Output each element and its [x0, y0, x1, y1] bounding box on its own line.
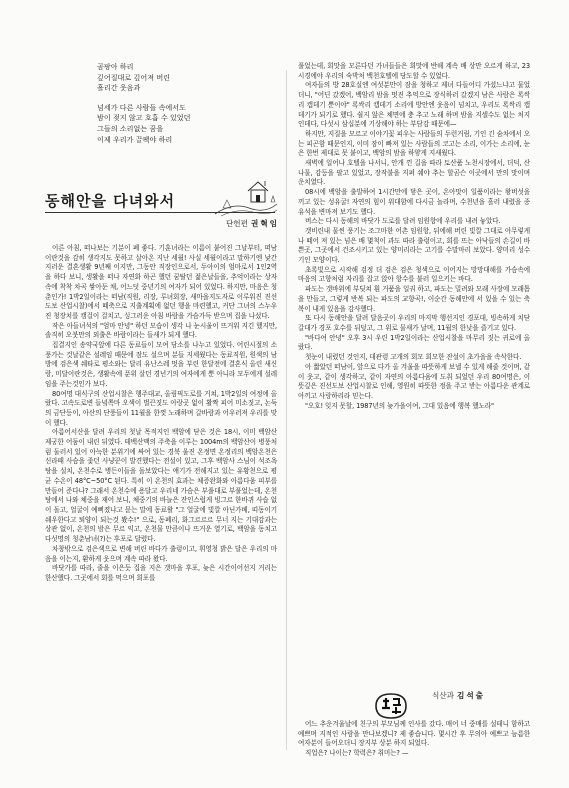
poem-line: 그들의 소리없는 꿈을: [97, 123, 164, 133]
paragraph: "오호! 잊지 못할, 1987년의 늦가을이여, 그대 있음에 행복 했노라": [305, 401, 494, 410]
poem-stanza: [97, 103, 272, 145]
paragraph: 파도는 갯바위에 부딪쳐 흰 거품을 일궈 하고, 파도는 밀려와 모래 사장에 모래톱을 만들고, 그렇게 반복 되는 파도의 교향곡!, 이순간 동해안에 서 있을 수 있는 축복이 내게 있음을 감사했다.: [298, 285, 530, 313]
paragraph: 바닷가를 따라, 줄을 이은듯 집을 지은 갯마을 후포, 늦은 시간이어선지 거리는 한산했다. 그곳에서 회를 먹으며 회포를: [45, 564, 277, 582]
author-role: 단헌편: [225, 219, 248, 228]
paragraph: 이른 아침, 떠나보는 기분이 폐 좋다. 기훈녀라는 이름이 붙어진 그날부터, 떠남이란것을 감히 생각지도 못하고 살아온 지난 세월! 사실 세월이라고 말하기엔 낯간지러운 결혼생활 9년째 이지만, 그동안 직장인으로서, 두아이의 엄마로서 1인2역을 하다 보니, 생활을 떠나 자연화 하곤 했던 꿈탈던 젊은날들을, 추억이라는 상자속에 착착 차곡 쌓아둔 채, 어느덧 중년기의 여자가 되어 있었다. 하지만, 마음은 청춘인가! 1박2일이라는 떠남(직원, 리장, 루녀회장, 새마을지도자로 이루워진 진선도보 산업시찰)에서 떼축으로 지출계획에 없던 행을 마련했고, 커단 그녀의 스누우진 청장치를 캠걸이 걸치고, 싱그러운 아침 바람을 가슴가득 받으며 집을 나섰다.: [45, 244, 277, 320]
poem: [97, 62, 272, 154]
paragraph: 아름어서산을 달려 우리의 첫날 목적지인 백암에 닫은 것은 18시, 이미 백암산 제궁한 어둠이 내린 뒤였다. 테백산맥의 주축을 이루는 1004m의 백암산이 병풍처럼 둘러서 있어 아늑한 분위기에 싸여 있는 경북 울진 온정면 온정리의 백암온천은 신라때 사슴을 좇던 사냥꾼이 발견했다는 전설이 있고, 그후 백암사 스님이 석조욕탕을 설치, 온천수로 병든이들을 돌보았다는 얘기가 전해지고 있는 유황천으로 평균 수온이 48°C~50°C 된다. 특히 이 온천의 효과는 체증완화와 아름다움 피부를 만들어 준다나? 그래서 온천수에 용달고 우리네 가슴은 부풀대로 부풀었는데, 온천탕에서 나와 체중을 재어 보니, 체중기의 바늘은 잔인스럽게 빙그르 한바퀴 사습 없이 돌고, 얼굴이 예뻐졌냐고 묻는 말에 동료왈 "그 얼굴에 빛깔 아닌가베, 띠동이기 쉐우한다고 퇴양이 되는것 봤수!" 으로, 동폐리, 화그르르르 무너 지는 기대감과는 상관 없이, 온천의 밤은 무르 익고, 온천물 만큼이나 뜨거운 열기로, 백암을 동치고 다섯명의 청춘남녀(?)는 후포로 달렸다.: [45, 428, 277, 544]
paragraph: 새벽에 일어나 호텔을 나서니, 안개 낀 길을 따라 토산품 노천시장에서, 더덕, 산나물, 감등을 팔고 있었고, 장작불을 지펴 쉐야 추는 할곰슨 이곳에서 만의 맛이며 운치였다.: [298, 159, 530, 187]
column-divider: [286, 70, 287, 750]
poem-line: 이제 우리가 끌팩야 하리: [97, 134, 173, 144]
paragraph: 여자들의 방 28호실엔 여섯분만이 잠을 청하고 제녀 다들어디 가셨느냐고 물었더니, "어딘 갔겠어, 백암리 밤을 멋진 추억으로 장식하러 갔겠지 남은 사람은 록싹리 캡데기 뿐이야" 록싹리 캡데기 소리에 방안엔 웃음이 넘치고, 우리도 록싹리 캡데기가 되기로 했다. 쉴지 않은 체면에 충 추고 노래 하며 밤을 지샐수도 없는 처지인데다, 다섯시 삼십분에 기상해야 하는 부담감 때문에—: [298, 81, 530, 129]
paragraph: 아 짧았던 떠남이, 앞으로 다가 올 겨울을 따뜻하게 보낼 수 있게 해줄 것이며, 같이 웃고, 같이 생각하고, 같이 자연의 아름다움에 도취 되었던 우리 80여명은, 이 뜻깊은 진선도보 산업시찰로 인해, 영원히 따뜻한 정을 주고 받는 아름다운 관계로 아끼고 사랑하리라 믿는다.: [298, 362, 530, 400]
paragraph: 작은 아들녀석의 "엄마 안녕" 하던 모습이 생각 나 눈시울이 뜨거워 지긴 했지만, 솔직히 오붓만의 외출은 바람이라는 들새가 되게 했다.: [45, 321, 277, 340]
paragraph: 08시에 백암을 출발하여 1시간만에 닿은 곳이, 온아맛이 일품이라는 왕버섯을 끼고 있는 성유굴! 자연의 힘이 위대함에 다시금 놀라며, 수천년을 흘러 내렸을 종유석을 변마져 보기도 했다.: [298, 188, 530, 216]
paragraph: 버스는 다시 동해의 바닷가 도로를 달려 임원항에 우리를 내려 놓았다.: [305, 217, 501, 226]
paragraph: 80여명 대식구의 산업시찰은 행주대교, 올림픽도로를 거쳐, 1박2일의 여정에 올랐다. 고속도로변 들녘쪽마 오색이 벌끈짓도 아랑곳 없이 활짝 피어 미소짓고, 논둑의 금단등이, 아산의 단풍들이 11월을 한껏 노래하며 갈바람과 어우러져 우리를 맞이 했다.: [45, 389, 277, 427]
poem-stanza: [97, 62, 272, 94]
article-author: [195, 218, 279, 229]
article-title: 동해안을 다녀와서: [45, 192, 176, 210]
poem-line: 밤이 젖지 않고 호흡 수 있었던: [97, 113, 191, 123]
left-column-body: [45, 244, 277, 584]
paragraph: 하지만, 지질을 모르고 이야기꽃 피우는 사람들의 두런거림, 기인 긴 숨차에서 오는 피곤함 때문인지, 이미 잠이 빠져 있는 사람들의 코고는 소리, 이가는 소리에, 눈은 한번 제대로 못 붙이고, 백암의 밤을 하얗게 지새웠다.: [298, 129, 530, 158]
calligraphy-seal-icon: [372, 690, 410, 720]
paragraph: 집결지인 송약국앞에 다른 동료들이 모여 담소를 나누고 있었다. 어린시절의 소풍가는 것날같은 설레임 때문에 잠도 설으며 분들 지세웠다는 동료직원, 원색의 남방에 검은색 쉐타로 평소와는 달리 유난스레 멋을 부린 한달전에 결혼식 올린 새신랑, 미달이란것은, 생활속에 푼위 살던 경넌기의 여자에게 뿐 아니라 모두에게 설레임을 주는것인가 보다.: [45, 341, 277, 388]
paragraph: 갯비린내 물씬 풍기는 조그마한 어촌 임원항, 뒤에해 버린 빛깔 그대로 아무렇게나 떼어 져 있는 넘은 배 몇척이 과도 따라 출렁이고, 회를 뜨는 아낙들의 손길이 바쁜곳, 그곳에서 건조시키고 있는 양미리라는 고기를 수말마리 보았다. 양미리 성수기인 모양이다.: [298, 226, 530, 265]
poem-line: 깊어질대로 깊어져 버린: [97, 72, 171, 82]
second-article-body: [298, 720, 530, 759]
title-underline: [45, 212, 275, 213]
poem-line: 넘세가 다른 사람들 속에서도: [97, 102, 186, 112]
paragraph: 차창밖으로 검은색으로 변해 버린 바다가 출렁이고, 휘영청 밝은 달은 우리의 마음을 이는지, 환하게 웃으며 계속 따라 왔다.: [45, 544, 277, 563]
paragraph: 또 다시 동해안을 달려 달음곳이 우리의 마지막 행선지인 경포대, 빙속하게 치닫 갈대가 경포 호수를 뒤덮고, 그 위로 물새가 날며, 11월의 한낮을 즐기고 있다.: [298, 314, 530, 332]
poem-line: 곰팡아 하리: [97, 62, 134, 71]
right-column-body: [298, 62, 530, 411]
poem-line: 흘리간 웃음과: [97, 83, 141, 93]
second-article-author: [432, 690, 485, 701]
paragraph: 어느 추운겨울날에 친구의 부모님께 인사를 갔다. 매어 너 중매를 설테니 함하고 예쁘며 지적인 사람을 만나보겠니? 제 좋습니다. 몇시간 후 무의아 예쁘고 늠름한 여자분이 들어오더니 장지부 상분 하지 되었다.: [298, 720, 530, 748]
paragraph: 초록빛으로 시작해 검정 더 검은 검은 청색으로 이어지는 망망대해를 가슴속에 마음의 고향처럼 자리를 잡고 앉아 항수를 불러 일으키는 바다.: [298, 265, 530, 284]
paragraph: 직업은? 나이는? 학력은? 취미는? —: [305, 749, 409, 758]
author-name: 권혁임: [250, 219, 279, 228]
paragraph: "바다여 안녕" 오후 3시 우린 1박2일이라는 산업시찰을 마무리 짓는 귀로에 올랐다.: [298, 333, 530, 352]
article-header: [45, 178, 281, 234]
author-name: 김석출: [457, 691, 486, 700]
author-role: 식산과: [432, 691, 455, 700]
paragraph: 풀었는데, 회맛을 모른다던 가녀들들은 회맛에 반해 계속 배 상만 오르게 하고, 23시경에야 우리의 숙박처 백천호텔에 당도할 수 있었다.: [298, 62, 530, 80]
paragraph: 첫눈이 내렸던 것인지, 대관령 고개의 회모 회모한 잔설이 초가을을 속삭한다.: [305, 353, 522, 362]
